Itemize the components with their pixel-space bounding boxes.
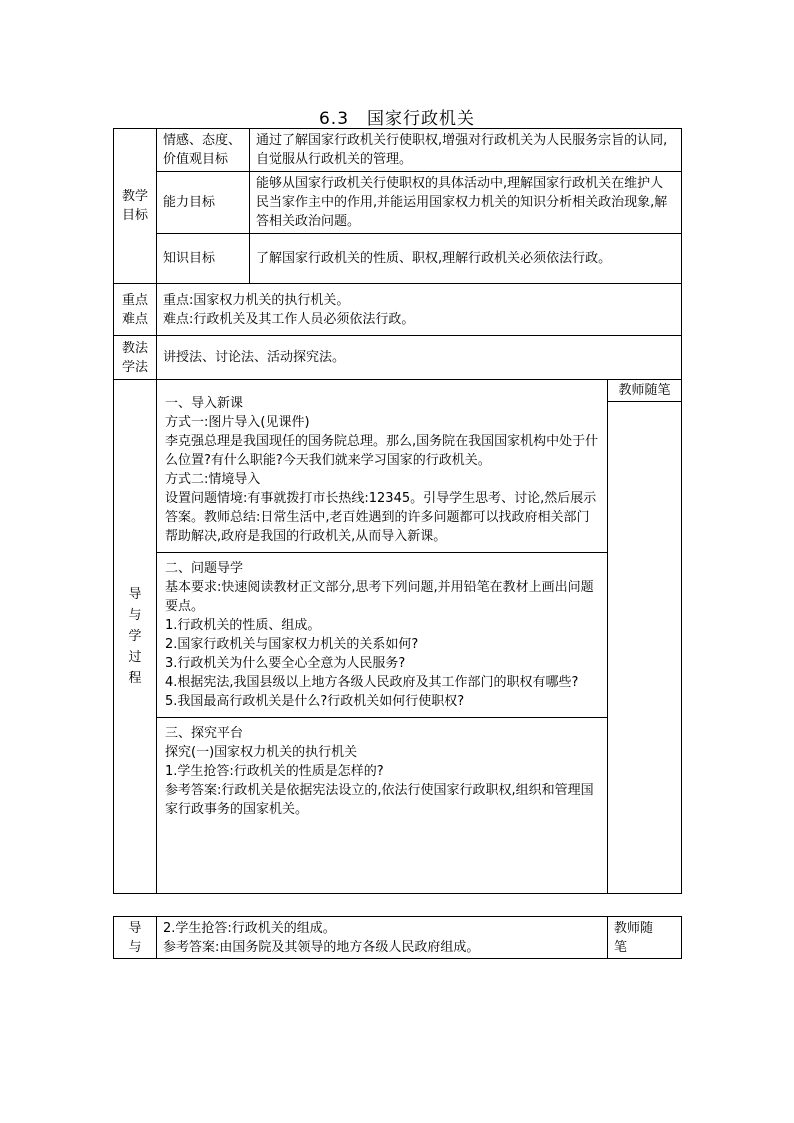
continuation-content: 2.学生抢答:行政机关的组成。 参考答案:由国务院及其领导的地方各级人民政府组成。 (157, 917, 608, 959)
objective-text-ability: 能够从国家行政机关行使职权的具体活动中,理解国家行政机关在维护人民当家作主中的作用,并能运用国家权力机关的知识分析相关政治现象,解答相关政治问题。 (250, 172, 682, 234)
key-points-content: 重点:国家权力机关的执行机关。 难点:行政机关及其工作人员必须依法行政。 (157, 284, 682, 336)
methods-label: 教法 学法 (114, 336, 157, 380)
methods-row (114, 336, 682, 380)
teacher-notes-area[interactable] (608, 402, 682, 894)
objective-label-attitude: 情感、态度、 价值观目标 (157, 129, 250, 172)
objective-label-ability: 能力目标 (157, 172, 250, 234)
objective-label-knowledge: 知识目标 (157, 234, 250, 284)
process-section-explore: 三、探究平台 (165, 726, 244, 741)
methods-content: 讲授法、讨论法、活动探究法。 (157, 336, 682, 380)
section-divider (157, 552, 607, 553)
continuation-notes-header: 教师随 笔 (608, 917, 682, 959)
process-header-row (114, 380, 682, 402)
objective-row-attitude (114, 129, 682, 172)
objective-text-knowledge: 了解国家行政机关的性质、职权,理解行政机关必须依法行政。 (250, 234, 682, 284)
objective-row-knowledge (114, 234, 682, 284)
continuation-table (113, 916, 682, 959)
objective-text-attitude: 通过了解国家行政机关行使职权,增强对行政机关为人民服务宗旨的认同,自觉服从行政机关的管理。 (250, 129, 682, 172)
process-section-questions: 二、问题导学 (165, 561, 244, 576)
key-points-label: 重点 难点 (114, 284, 157, 336)
continuation-row (114, 917, 682, 959)
process-content (157, 380, 608, 894)
page-title: 6.3 国家行政机关 (318, 109, 476, 129)
process-label: 导 与 学 过 程 (114, 380, 157, 894)
process-section-intro: 一、导入新课 方式一:图片导入(见课件) 李克强总理是我国现任的国务院总理。那么,国务院在我国国家机构中处于什么位置?有什么职能?今天我们就来学习国家的行政机关。 方式二:情境导入 设置问题情境:有事就拨打市长热线:12345。引导学生思考、讨论,然后展示答案。教师总结:日常生活中,老百姓遇到的许多问题都可以找政府相关部门帮助解决,政府是我国的行政机关,从而导入新课。 二、问题导学 基本要求:快速阅读教材正文部分,思考下列问题,并用铅笔在教材上画出问题要点。 1.行政机关的性质、组成。 2.国家行政机关与国家权力机关的关系如何? 3.行政机关为什么要全心全意为人民服务? 4.根据宪法,我国县级以上地方各级人民政府及其工作部门的职权有哪些? 5.我国最高行政机关是什么?行政机关如何行使职权? 三、探究平台 探究(一)国家权力机关的执行机关 1.学生抢答:行政机关的性质是怎样的? 参考答案:行政机关是依据宪法设立的,依法行使国家行政职权,组织和管理国家行政事务的国家机关。 (157, 380, 607, 825)
section-divider (157, 717, 607, 718)
continuation-label: 导 与 (114, 917, 157, 959)
objectives-label: 教学 目标 (114, 129, 157, 284)
lesson-plan-table (113, 128, 682, 894)
key-points-row (114, 284, 682, 336)
objective-row-ability (114, 172, 682, 234)
teacher-notes-header: 教师随笔 (608, 380, 682, 402)
